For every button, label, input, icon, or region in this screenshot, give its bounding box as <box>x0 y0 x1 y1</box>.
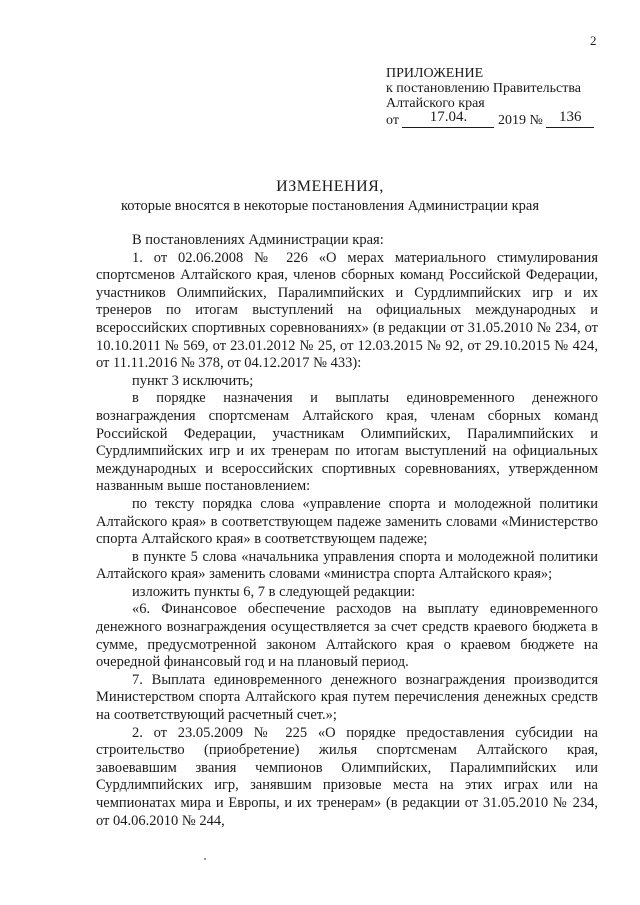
year-label: 2019 № <box>497 113 543 128</box>
approval-line <box>386 109 626 128</box>
handwritten-date: 17.04. <box>429 109 468 125</box>
page-number: 2 <box>590 33 597 48</box>
appendix-line-1: к постановлению Правительства <box>386 81 582 96</box>
appendix-line-2: Алтайского края <box>386 96 485 111</box>
date-field <box>402 109 494 128</box>
paragraph: пункт 3 исключить; <box>132 372 254 389</box>
paragraph: в порядке назначения и выплаты единовременного денежного вознаграждения спортсменам Алтайского края, членам сборных команд Российской Федерации, участникам Олимпийских, Паралимпийских и Сурдлимпийских игр и их тренерам по итогам выступлений на официальных международных и всероссийских спортивных соревнованиях, утвержденном названным выше постановлением: <box>96 390 598 495</box>
paragraph: 1. от 02.06.2008 № 226 «О мерах материального стимулирования спортсменов Алтайского края, членов сборных команд Российской Федерации, участников Олимпийских, Паралимпийских и Сурдлимпийских игр и их тренеров по итогам выступлений на официальных международных и всероссийских спортивных соревнованиях» (в редакции от 31.05.2010 № 234, от 10.10.2011 № 569, от 23.01.2012 № 25, от 12.03.2015 № 92, от 29.10.2015 № 424, от 11.11.2016 № 378, от 04.12.2017 № 433): <box>96 249 598 372</box>
number-field <box>546 109 594 128</box>
paragraph: в пункте 5 слова «начальника управления спорта и молодежной политики Алтайского края» заменить словами «министра спорта Алтайского края»; <box>96 548 598 583</box>
paragraph: по тексту порядка слова «управление спорта и молодежной политики Алтайского края» в соответствующем падеже заменить словами «Министерство спорта Алтайского края» в соответствующем падеже; <box>96 495 598 548</box>
paragraph: В постановлениях Администрации края: <box>132 232 384 248</box>
document-subtitle: которые вносятся в некоторые постановления Администрации края <box>120 198 539 214</box>
date-prefix: от <box>386 113 399 128</box>
appendix-title: ПРИЛОЖЕНИЕ <box>386 66 484 81</box>
paragraph: изложить пункты 6, 7 в следующей редакции: <box>132 583 416 600</box>
appendix-block <box>386 66 626 128</box>
paragraph: 2. от 23.05.2009 № 225 «О порядке предоставления субсидии на строительство (приобретение) жилья спортсменам Алтайского края, завоевавшим звания чемпионов Олимпийских, Паралимпийских или Сурдлимпийских игр, занявшим призовые места на этих играх или на чемпионатах мира и Европы, и их тренерам» (в редакции от 31.05.2010 № 234, от 04.06.2010 № 244, <box>96 724 598 829</box>
paragraph: 7. Выплата единовременного денежного вознаграждения производится Министерством спорта Алтайского края путем перечисления денежных средств на соответствующий расчетный счет.»; <box>96 671 598 724</box>
document-title: ИЗМЕНЕНИЯ, <box>276 178 384 195</box>
scan-speck <box>204 858 206 860</box>
paragraph: «6. Финансовое обеспечение расходов на выплату единовременного денежного вознаграждения осуществляется за счет средств краевого бюджета в сумме, предусмотренной законом Алтайского края о краевом бюджете на очередной финансовый год и на плановый период. <box>96 601 598 671</box>
document-body <box>96 232 598 830</box>
handwritten-number: 136 <box>559 109 582 125</box>
